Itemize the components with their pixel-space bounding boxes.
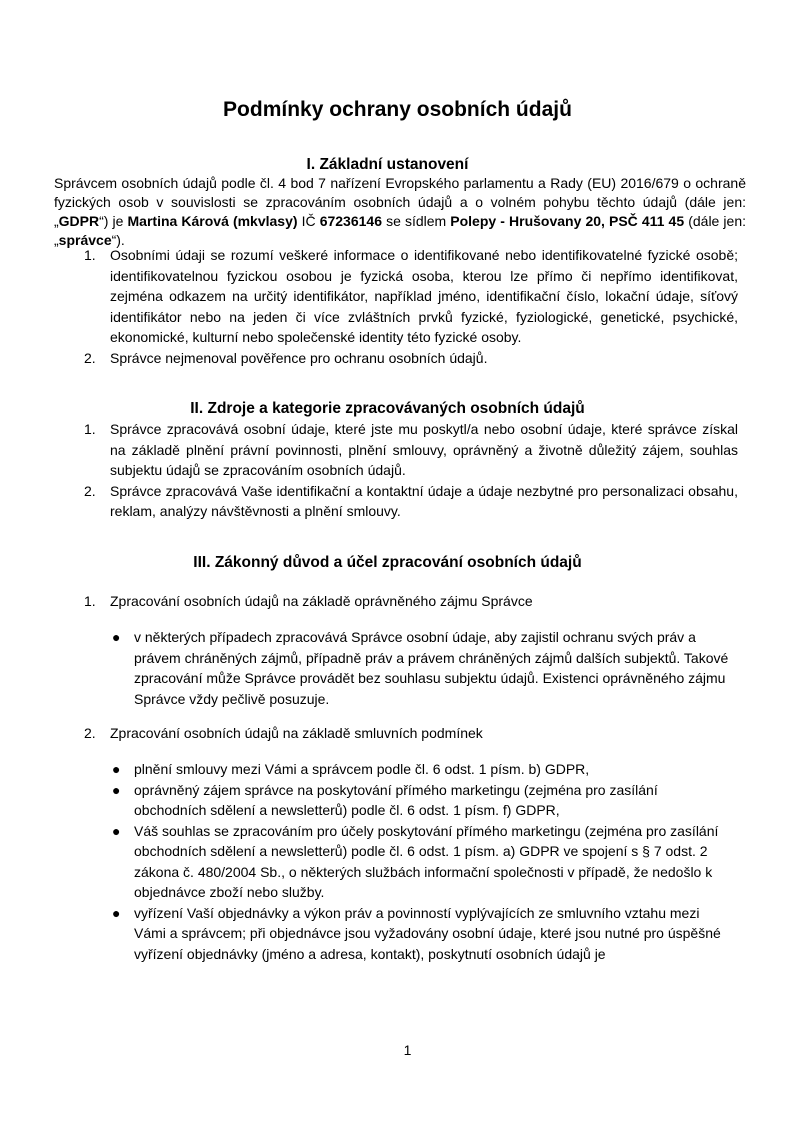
list-item xyxy=(54,481,738,522)
intro-text: se sídlem xyxy=(382,213,451,229)
bullet-item-text: vyřízení Vaší objednávky a výkon práv a povinností vyplývajících ze smluvního vztahu mezi Vámi a správcem; při objednávce jsou vyžadovány osobní údaje, které jsou nutné pro úspěšné vyřízení objednávky (jméno a adresa, kontakt), poskytnutí osobních údajů je xyxy=(134,904,721,962)
list-item-text: Zpracování osobních údajů na základě oprávněného zájmu Správce xyxy=(110,593,533,609)
bullet-symbol: ● xyxy=(112,629,121,645)
intro-text: IČ xyxy=(297,213,320,229)
page-number: 1 xyxy=(403,1042,412,1058)
list-number: 1. xyxy=(84,247,96,263)
bullet-item-text: oprávněný zájem správce na poskytování přímého marketingu (zejména pro zasílání obchodních sdělení a newsletterů) podle čl. 6 odst. 1 písm. f) GDPR, xyxy=(134,781,658,818)
list-item-text: Správce zpracovává Vaše identifikační a kontaktní údaje a údaje nezbytné pro personalizaci obsahu, reklam, analýzy návštěvnosti a plnění smlouvy. xyxy=(110,482,738,519)
bullet-item xyxy=(112,627,732,709)
section-1-intro xyxy=(54,174,746,250)
bullet-item-text: Váš souhlas se zpracováním pro účely poskytování přímého marketingu (zejména pro zasílání obchodních sdělení a newsletterů) podle čl. 6 odst. 1 písm. a) GDPR ve spojení s § 7 odst. 2 zákona č. 480/2004 Sb., o některých službách informační společnosti v případě, že nedošlo k objednávce zboží nebo služby. xyxy=(134,822,719,900)
bullet-item xyxy=(112,821,732,903)
list-number: 2. xyxy=(84,482,96,499)
bullet-symbol: ● xyxy=(112,761,121,777)
list-item xyxy=(54,348,738,369)
section-3-item-1-bullets xyxy=(112,627,732,709)
bullet-symbol: ● xyxy=(112,781,121,798)
bullet-item xyxy=(112,780,732,821)
intro-text: (dále jen: „ xyxy=(54,213,746,248)
intro-text: “) je xyxy=(99,213,128,229)
list-number: 2. xyxy=(84,725,96,741)
list-item xyxy=(54,419,738,481)
intro-spravce-term: správce xyxy=(58,232,112,248)
list-item-text: Zpracování osobních údajů na základě smluvních podmínek xyxy=(110,725,483,741)
bullet-item-text: v některých případech zpracovává Správce osobní údaje, aby zajistil ochranu svých práv a právem chráněných zájmů, případně práv a právem chráněných zájmů dalších subjektů. Takové zpracování může Správce provádět bez souhlasu subjektu údajů. Existenci oprávněného zájmu Správce vždy pečlivě posuzuje. xyxy=(134,629,729,707)
bullet-symbol: ● xyxy=(112,822,121,839)
list-item-text: Osobními údaji se rozumí veškeré informace o identifikované nebo identifikovatelné fyzické osobě; identifikovatelnou fyzickou osobou je fyzická osoba, kterou lze přímo či nepřímo identifikovat, zejména odkazem na určitý identifikátor, například jméno, identifikační číslo, lokační údaje, síťový identifikátor nebo na jeden či více zvláštních prvků fyzické, fyziologické, genetické, psychické, ekonomické, kulturní nebo společenské identity této fyzické osoby. xyxy=(110,247,738,345)
list-number: 1. xyxy=(84,593,96,609)
list-number: 2. xyxy=(84,349,96,366)
bullet-item xyxy=(112,759,732,780)
section-2-heading: II. Zdroje a kategorie zpracovávaných osobních údajů xyxy=(190,400,585,417)
bullet-symbol: ● xyxy=(112,904,121,921)
intro-text: Správcem osobních údajů podle čl. 4 bod 7 nařízení Evropského parlamentu a Rady (EU) 2016/679 o ochraně fyzických osob v souvislosti se zpracováním osobních údajů a o volném pohybu těchto údajů (dále jen: „ xyxy=(54,175,746,229)
controller-ico: 67236146 xyxy=(319,213,382,229)
intro-gdpr-term: GDPR xyxy=(58,213,100,229)
bullet-item xyxy=(112,903,732,965)
bullet-item-text: plnění smlouvy mezi Vámi a správcem podle čl. 6 odst. 1 písm. b) GDPR, xyxy=(134,761,590,777)
section-3-heading: III. Zákonný důvod a účel zpracování osobních údajů xyxy=(193,554,582,571)
section-2-list xyxy=(54,419,738,522)
document-title: Podmínky ochrany osobních údajů xyxy=(223,98,572,121)
section-3-item-2-bullets xyxy=(112,759,732,964)
intro-text: “). xyxy=(111,232,125,248)
list-item-text: Správce nejmenoval pověřence pro ochranu osobních údajů. xyxy=(110,349,488,366)
list-item xyxy=(54,245,738,348)
section-1-list xyxy=(54,245,738,368)
controller-address: Polepy - Hrušovany 20, PSČ 411 45 xyxy=(450,213,685,229)
controller-name: Martina Kárová (mkvlasy) xyxy=(127,213,298,229)
section-1-heading: I. Základní ustanovení xyxy=(306,156,469,173)
list-number: 1. xyxy=(84,421,96,437)
list-item-text: Správce zpracovává osobní údaje, které jste mu poskytl/a nebo osobní údaje, které správce získal na základě plnění právní povinnosti, plnění smlouvy, oprávněný a životně důležitý zájem, souhlas subjektu údajů se zpracováním osobních údajů. xyxy=(110,421,738,478)
